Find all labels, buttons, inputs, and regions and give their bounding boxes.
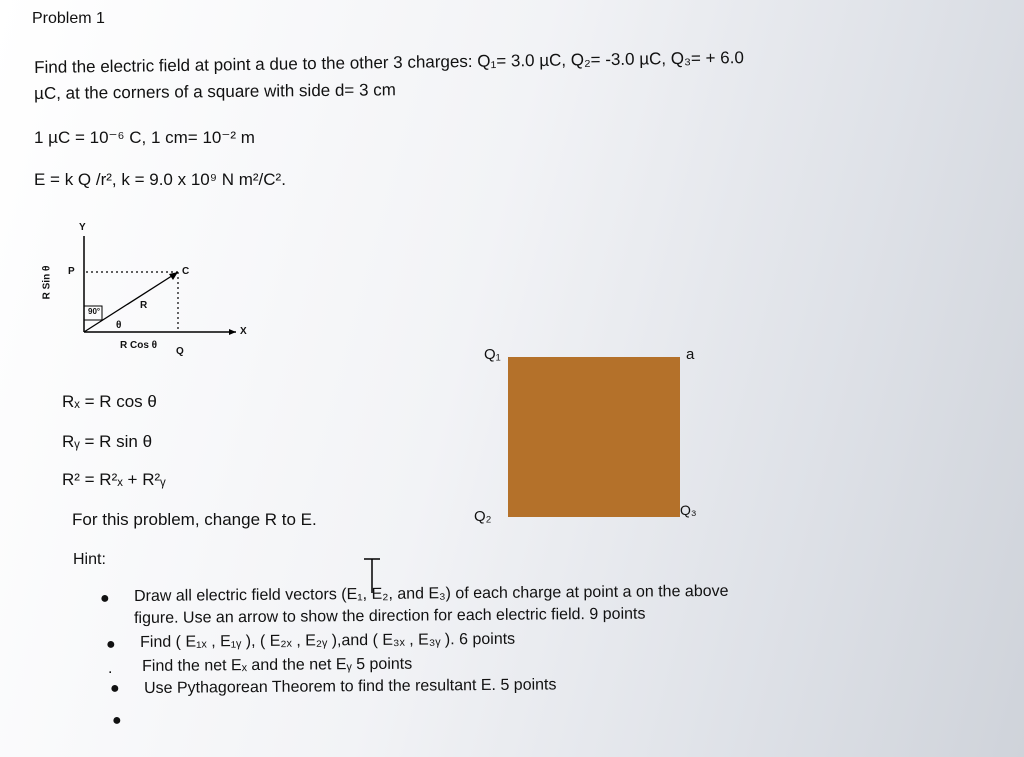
hint-item-2: Find ( E₁ₓ , E₁ᵧ ), ( E₂ₓ , E₂ᵧ ),and ( E₃ₓ , E₃ᵧ ). 6 points	[140, 630, 516, 651]
bullet-icon: ●	[106, 636, 116, 653]
bullet-icon: ●	[100, 590, 110, 607]
problem-statement-line-2: µC, at the corners of a square with side d= 3 cm	[34, 80, 396, 103]
equation-r-squared: R² = R²ₓ + R²ᵧ	[62, 470, 166, 489]
point-p-label: P	[68, 266, 75, 277]
right-angle-label: 90°	[88, 307, 101, 316]
y-axis-label: Y	[79, 222, 86, 233]
bullet-icon: ●	[110, 680, 120, 697]
point-c-label: C	[182, 266, 190, 277]
equation-ry: Rᵧ = R sin θ	[62, 432, 153, 451]
unit-conversions: 1 µC = 10⁻⁶ C, 1 cm= 10⁻² m	[34, 128, 255, 147]
problem-statement-line-1: Find the electric field at point a due to the other 3 charges: Q₁= 3.0 µC, Q₂= -3.0 µC, Q₃= + 6.0	[34, 48, 744, 77]
charge-q2-label: Q₂	[474, 508, 492, 525]
hint-label: Hint:	[73, 551, 106, 568]
bullet-icon: .	[108, 660, 113, 677]
hint-item-1-continued: figure. Use an arrow to show the direction for each electric field. 9 points	[134, 605, 646, 627]
point-a-label: a	[686, 346, 695, 363]
problem-title: Problem 1	[32, 10, 105, 27]
field-formula: E = k Q /r², k = 9.0 x 10⁹ N m²/C².	[34, 170, 286, 189]
hint-item-3: Find the net Eₓ and the net Eᵧ 5 points	[142, 655, 413, 675]
component-diagram	[41, 222, 250, 362]
bullet-icon: ●	[112, 712, 122, 729]
r-cos-label: R Cos θ	[120, 340, 158, 351]
charge-q1-label: Q₁	[484, 346, 501, 363]
vector-arrow-icon	[169, 272, 178, 280]
hint-item-4: Use Pythagorean Theorem to find the resultant E. 5 points	[144, 676, 557, 697]
r-sin-label: R Sin θ	[41, 265, 53, 300]
equation-rx: Rₓ = R cos θ	[62, 392, 157, 411]
x-axis-arrow-icon	[229, 329, 236, 335]
r-vector-label: R	[140, 300, 148, 311]
origin-q-label: Q	[176, 346, 184, 357]
change-note: For this problem, change R to E.	[72, 510, 317, 529]
charge-q3-label: Q₃	[680, 502, 697, 518]
vector-r-line	[84, 272, 178, 332]
hint-item-1: Draw all electric field vectors (E₁, E₂, and E₃) of each charge at point a on the above	[134, 582, 729, 605]
x-axis-label: X	[240, 326, 247, 337]
charge-square	[508, 357, 680, 517]
theta-label: θ	[116, 320, 122, 331]
